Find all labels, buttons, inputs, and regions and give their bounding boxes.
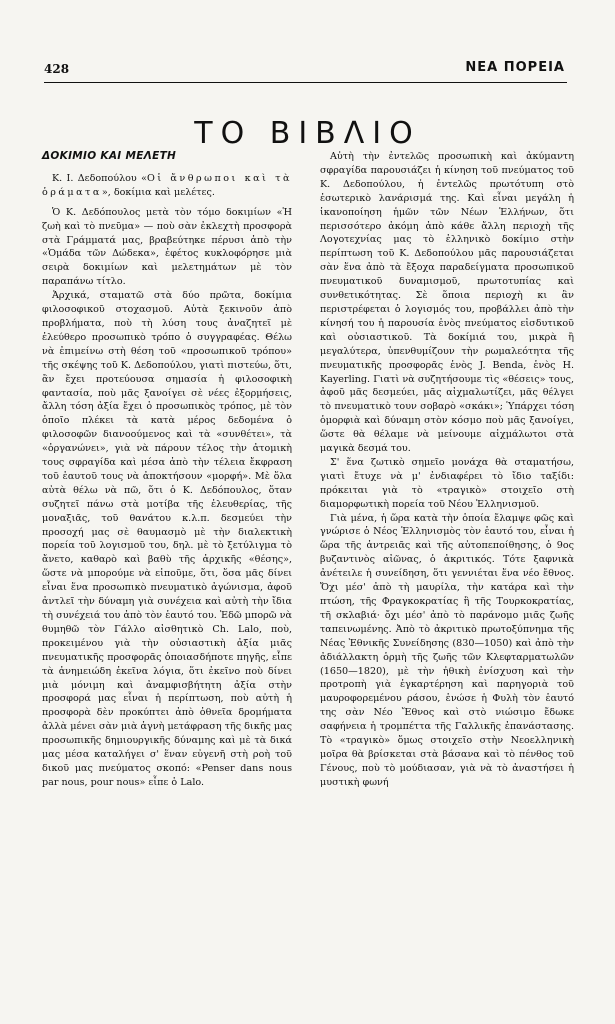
book-reference	[42, 172, 292, 200]
right-column	[320, 150, 574, 790]
journal-title: ΝΕΑ ΠΟΡΕΙΑ	[465, 60, 565, 75]
right-paragraph-2: Σ' ἕνα ζωτικὸ σημεῖο μονάχα θὰ σταματήσω, γιατὶ ἔτυχε νὰ μ' ἐνδιαφέρει τὸ ἴδιο ταξίδι: πρόκειται γιὰ τὸ «τραγικὸ» στοιχεῖο στὴ διαμορφωτικὴ πορεία τοῦ Νέου Ἑλληνισμοῦ.	[320, 456, 574, 510]
section-title: ΤΟ ΒΙΒΛΙΟ	[194, 116, 421, 152]
right-paragraph-3: Γιὰ μένα, ἡ ὥρα κατὰ τὴν ὁποία ἔλαμψε φῶς καὶ γνώρισε ὁ Νέος Ἑλληνισμὸς τὸν ἑαυτό του, εἶναι ἡ ὥρα τῆς ἀντρειᾶς καὶ τῆς αὐτοπεποίθησης, ὁ 9ος βυζαντινὸς αἰῶνας, ὁ ἀκριτικός. Τότε ξαφνικὰ ἀνέτειλε ἡ συνείδηση, ὅτι γεννιέται ἕνα νέο ἔθνος. Ὄχι μέσ' ἀπὸ τὴ μαυρίλα, τὴν κατάρα καὶ τὴν πτώση, τῆς Φραγκοκρατίας ἢ τῆς Τουρκοκρατίας, τῆ σκλαβιά· ὄχι μέσ' ἀπὸ τὸ παράνομο μιᾶς ζωῆς ταπεινωμένης. Ἀπὸ τὸ ἀκριτικὸ πρωτοξύπνημα τῆς Νέας Ἐθνικῆς Συνείδησης (830—1050) καὶ ἀπὸ τὴν ἀδιάλλακτη ὁρμὴ τῆς ζωῆς τῶν Κλεφταρματωλῶν (1650—1820), μὲ τὴν ἠθικὴ ἐνίσχυση καὶ τὴν προτροπὴ γιὰ ἐγκαρτέρηση καὶ παρηγοριὰ τοῦ μαυροφορεμένου ράσου, ἑνώσε ἡ Φυλὴ τὸν ἑαυτό της σὰν Νέο Ἔθνος καὶ στὸ νιώσιμο ἔδωκε σαφήνεια ἡ τρομπέττα τῆς Γαλλικῆς ἐπανάστασης. Τὸ «τραγικὸ» ὅμως στοιχεῖο στὴν Νεοελληνικὴ μοῖρα θὰ βρίσκεται στὰ βάσανα καὶ τὸ πένθος τοῦ Γένους, ποὺ τὸ μούδιασαν, γιὰ νὰ τὸ ἀναστήσει ἡ μυστικὴ φωνή	[320, 512, 574, 788]
page-number: 428	[44, 62, 70, 76]
section-rubric: ΔΟΚΙΜΙΟ ΚΑΙ ΜΕΛΕΤΗ	[42, 150, 177, 162]
book-ref-title: Οἱ ἄνθρωποι καὶ τὰ ὁράματα	[42, 172, 292, 198]
right-paragraph-1: Αὐτὴ τὴν ἐντελῶς προσωπικὴ καὶ ἀκύμαντη σφραγίδα παρουσιάζει ἡ κίνηση τοῦ πνεύματος τοῦ Κ. Δεδοπούλου, ἡ ἐντελῶς πρωτότυπη στὸ ἐσωτερικὸ λανάρισμά της. Καὶ εἶναι μεγάλη ἡ ἱκανοποίηση ἡμῶν τῶν Νέων Ἑλλήνων, ὅτι περισσότερο ἀκόμη ἀπὸ κάθε ἄλλη περιοχὴ τῆς Λογοτεχνίας μας τὸ ἑλληνικὸ δοκίμιο στὴν περίπτωση τοῦ Κ. Δεδοπούλου μᾶς παρουσιάζεται σὰν ἕνα ἀπὸ τὰ ἔξοχα παραδείγματα προσωπικοῦ πνευματικοῦ δυναμισμοῦ, πρωτοτυπίας καὶ συνθετικότητας. Σὲ ὅποια περιοχὴ κι ἂν περιστρέφεται ὁ λογισμός του, προβάλλει ἀπὸ τὴν κίνησή του ἡ παρουσία ἑνὸς πνεύματος εἰσδυτικοῦ καὶ οὐσιαστικοῦ. Τὰ δοκίμιά του, μικρὰ ἢ μεγαλύτερα, ὑπενθυμίζουν τὴν ρωμαλεότητα τῆς πνευματικῆς προσφορᾶς ἑνὸς J. Benda, ἑνὸς H. Kayerling. Γιατὶ νὰ συζητήσουμε τὶς «θέσεις» τους, ἀφοῦ μᾶς δεσμεύει, μᾶς αἰχμαλωτίζει, μᾶς θέλγει τὸ πνευματικὸ τουν σοβαρὸ «σκάκι»; Ὑπάρχει τόση ὁμορφιὰ καὶ δύναμη στὸν κόσμο ποὺ μᾶς ξανοίγει, ὥστε θὰ θέλαμε νὰ μείνουμε αἰχμάλωτοι στὰ μαγικὰ δεσμά του.	[320, 151, 574, 455]
book-ref-suffix: », δοκίμια καὶ μελέτες.	[101, 186, 215, 198]
left-column	[42, 150, 292, 790]
book-ref-prefix: Κ. Ι. Δεδοπούλου «	[52, 172, 147, 184]
left-paragraph-2: Ἀρχικά, σταματῶ στὰ δύο πρῶτα, δοκίμια φιλοσοφικοῦ στοχασμοῦ. Αὐτὰ ξεκινοῦν ἀπὸ προβλήματα, ποὺ τὴ λύση τους ἀναζητεῖ μὲ ἐλεύθερο προσωπικὸ τρόπο ὁ συγγραφέας. Θέλω νὰ ἐπιμείνω στὴ θέση τοῦ «προσωπικοῦ τρόπου» τῆς σκέψης τοῦ Κ. Δεδοπούλου, γιατὶ πιστεύω, ὅτι, ἂν ἔχει προτεύουσα σημασία ἡ φιλοσοφικὴ φαντασία, ποὺ μᾶς ξανοίγει σὲ νέες ἐξορμήσεις, ἄλλη τόση ἀξία ἔχει ὁ προσωπικὸς τρόπος, μὲ τὸν ὁποῖο πλέκει τὰ κατὰ μέρος δεδομένα ὁ φιλοσοφῶν διανοούμενος καὶ τὰ «συνθέτει», τὰ «ὀργανώνει», γιὰ νὰ πάρουν τέλος τὴν ἀτομικὴ τους σφραγίδα καὶ μέσα ἀπὸ τὴν τέλεια ἔκφραση τοῦ ἑαυτοῦ τους νὰ ἀποκτήσουν «μορφή». Μὲ ὅλα αὐτὰ θέλω νὰ πῶ, ὅτι ὁ Κ. Δεδόπουλος, ὅταν συζητεῖ πάνω στὰ μοτίβα τῆς ἐλευθερίας, τῆς μοναξιᾶς, τοῦ θανάτου κ.λ.π. δεσμεύει τὴν προσοχή μας σὲ θαυμασμὸ μὲ τὴν διαλεκτικὴ πορεία τοῦ λογισμοῦ του, δηλ. μὲ τὸ ξετύλιγμα τὸ ἄνετο, καθαρὸ καὶ βαθὺ τῆς ἀρχικῆς «θέσης», ὥστε νὰ μπορούμε νὰ εἰποῦμε, ὅτι, ὅσα μᾶς δίνει εἶναι ἕνα προσωπικὸ πνευματικὸ ἀγώνισμα, ἀφοῦ ἀντλεῖ τὴν δύναμη γιὰ συνέχεια καὶ αὐτὴ τὴν ἴδια τὴ συνέχειά του ἀπὸ τὸν ἑαυτό του. Ἐδῶ μπορῶ νὰ θυμηθῶ τὸν Γάλλο αἰσθητικὸ Ch. Lalo, ποὺ, προκειμένου γιὰ τὴν οὐσιαστικὴ ἀξία μιᾶς πνευματικῆς προσφορᾶς ὁποιασδήποτε πηγῆς, εἶπε τὰ ἀνημειώδη ἐκεῖνα λόγια, ὅτι ἐκεῖνο ποὺ δίνει μιὰ μόνιμη καὶ ἀναμφισβήτητη ἀξία στὴν προσφορά μας εἶναι ἡ περίπτωση, ποὺ αὐτὴ ἡ προσφορὰ δὲν προκύπτει ἀπὸ ὀθνεῖα δρομήματα ἀλλὰ μένει σὰν μιὰ ἁγνὴ μετάφραση τῆς δικῆς μας προσωπικῆς δημιουργικῆς δύναμης καὶ μὲ τὰ δικά μας μέσα καταλήγει σ' ἕναν εὐγενῆ στὴ ροὴ τοῦ δικοῦ μας πνεύματος σκοπό: «Penser dans nous par nous, pour nous» εἶπε ὁ Lalo.	[42, 290, 292, 788]
left-paragraph-1: Ὁ Κ. Δεδόπουλος μετὰ τὸν τόμο δοκιμίων «Ἡ ζωὴ καὶ τὸ πνεῦμα» — ποὺ σὰν ἐκλεχτὴ προσφορὰ στὰ Γράμματά μας, βραβεύτηκε πέρυσι ἀπὸ τὴν «Ὁμάδα τῶν Δώδεκα», ἐφέτος κυκλοφόρησε μιὰ σειρὰ δοκιμίων καὶ μελετημάτων μὲ τὸν παραπάνω τίτλο.	[42, 206, 292, 288]
header-rule	[44, 82, 567, 83]
